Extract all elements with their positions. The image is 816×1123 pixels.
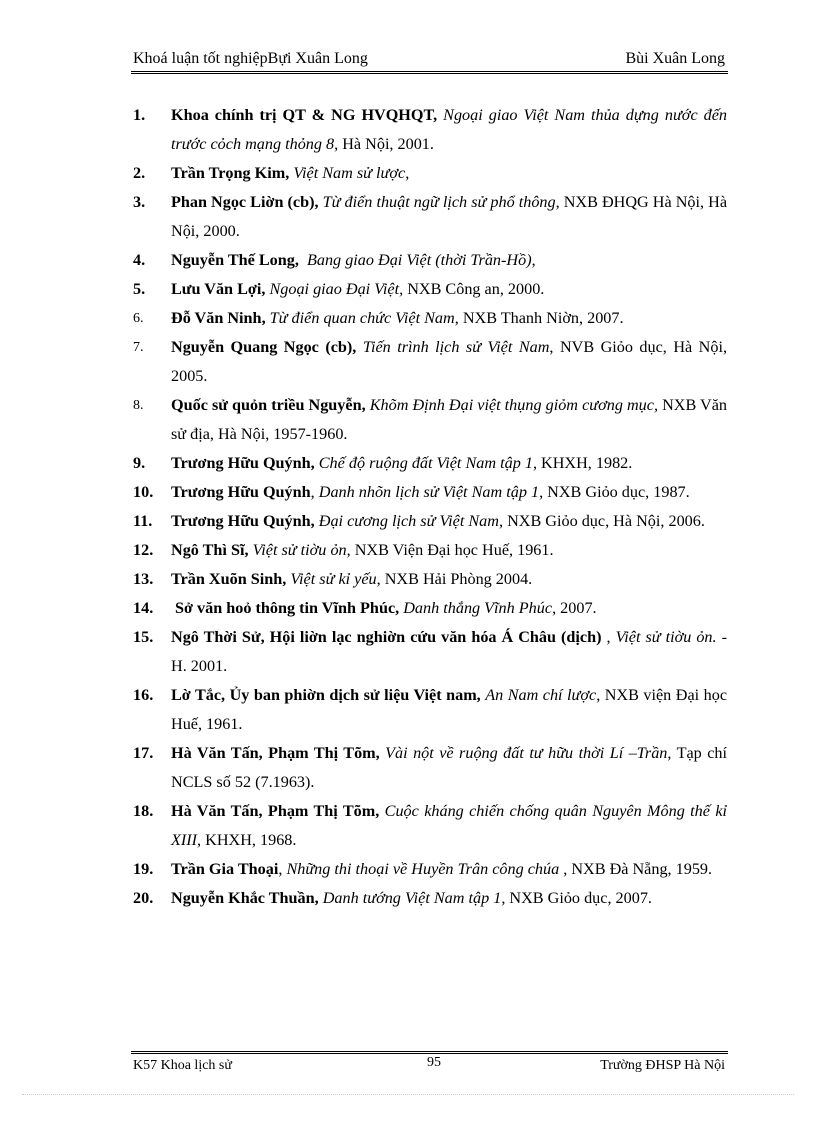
reference-details: NXB Công an, 2000. [403, 280, 545, 298]
reference-title: Việt sử tiờu ỏn [252, 541, 347, 559]
reference-item [131, 565, 727, 594]
reference-title: Bang giao Đại Việt (thời Trần-Hồ) [306, 251, 532, 269]
header-right-text: Bùi Xuân Long [625, 50, 725, 67]
reference-title: An Nam chí lược [485, 686, 597, 704]
reference-number: 5. [133, 280, 146, 298]
reference-number: 17. [133, 744, 154, 762]
reference-author: Đỗ Văn Ninh, [171, 309, 266, 327]
reference-details: NXB Giỏo dục, Hà Nội, 2006. [503, 512, 705, 530]
reference-title: Danh thắng Vĩnh Phúc [403, 599, 553, 617]
reference-title: Việt sử kỉ yếu [290, 570, 377, 588]
reference-author: Quốc sử quỏn triều Nguyễn, [171, 396, 366, 414]
reference-list [131, 101, 727, 913]
reference-details: , NXB Viện Đại học Huế, 1961. [346, 541, 554, 559]
reference-number: 16. [133, 686, 154, 704]
reference-title: Cuộc kháng chiến chống quân Nguyên Mông thế kỉ XIII, [171, 802, 728, 849]
reference-details: , KHXH, 1982. [532, 454, 633, 472]
footer-right-text: Trường ĐHSP Hà Nội [600, 1058, 725, 1073]
reference-title: Vài nột về ruộng đất tư hữu thời Lí –Trần [385, 744, 668, 762]
reference-item [131, 507, 727, 536]
reference-details: , NXB Giỏo dục, 2007. [501, 889, 652, 907]
reference-details: , NXB ĐHQG Hà Nội, Hà Nội, 2000. [171, 193, 728, 240]
footer-left-text: K57 Khoa lịch sử [133, 1058, 232, 1073]
reference-item [131, 739, 727, 797]
reference-number: 10. [133, 483, 154, 501]
reference-item [131, 159, 727, 188]
reference-details: , [531, 251, 536, 269]
reference-author: Trần Gia Thoại [171, 860, 279, 878]
reference-details: - H. 2001. [171, 628, 727, 675]
page-header [131, 50, 727, 72]
reference-number: 18. [133, 802, 154, 820]
reference-number: 19. [133, 860, 154, 878]
reference-author: Trương Hữu Quýnh, [171, 454, 315, 472]
reference-number: 20. [133, 889, 154, 907]
reference-title: Khõm Định Đại việt thụng giỏm cương mục, [369, 396, 658, 414]
reference-item [131, 304, 727, 333]
reference-title: Việt sử tiờu ỏn. [615, 628, 717, 646]
reference-number: 9. [133, 454, 146, 472]
reference-author: Ngô Thì Sĩ, [171, 541, 249, 559]
reference-author: Nguyễn Thế Long, [171, 251, 299, 269]
reference-title: Từ điển quan chức Việt Nam [269, 309, 455, 327]
reference-item [131, 536, 727, 565]
footer-rule [131, 1051, 728, 1054]
reference-author: Trần Xuõn Sinh, [171, 570, 287, 588]
reference-author: Trần Trọng Kim, [171, 164, 290, 182]
reference-title: Việt Nam sử lược [293, 164, 406, 182]
reference-number: 11. [133, 512, 153, 530]
reference-title: Những thi thoại về Huyền Trân công chúa [286, 860, 560, 878]
reference-number: 12. [133, 541, 154, 559]
reference-details: , NXB Hải Phòng 2004. [376, 570, 533, 588]
reference-author: Trương Hữu Quýnh [171, 483, 311, 501]
reference-details: , NXB viện Đại học Huế, 1961. [171, 686, 728, 733]
reference-details: , 2007. [552, 599, 597, 617]
reference-item [131, 101, 727, 159]
reference-author: Hà Văn Tấn, Phạm Thị Tõm, [171, 802, 380, 820]
reference-number: 15. [133, 628, 154, 646]
reference-author: Khoa chính trị QT & NG HVQHQT, [171, 106, 438, 124]
reference-author: Hà Văn Tấn, Phạm Thị Tõm, [171, 744, 380, 762]
reference-item [131, 884, 727, 913]
reference-number: 7. [133, 340, 144, 355]
reference-title: Ngoại giao Việt Nam thủa dựng nước đến trước cỏch mạng thỏng 8 [171, 106, 728, 153]
reference-item [131, 681, 727, 739]
reference-item [131, 275, 727, 304]
reference-title: Danh tướng Việt Nam tập 1 [322, 889, 502, 907]
reference-item [131, 797, 727, 855]
reference-author: Nguyễn Khắc Thuần, [171, 889, 319, 907]
reference-author: Phan Ngọc Liờn (cb), [171, 193, 319, 211]
reference-number: 14. [133, 599, 154, 617]
reference-item: 10. Trương Hữu Quýnh, Danh nhõn lịch sử Việt Nam tập 1, NXB Giỏo dục, 1987. [131, 478, 727, 507]
reference-details: NXB Văn sử địa, Hà Nội, 1957-1960. [171, 396, 727, 443]
reference-number: 8. [133, 398, 144, 413]
page-footer [131, 1055, 727, 1077]
page-number: 95 [427, 1055, 441, 1070]
reference-title: Chế độ ruộng đất Việt Nam tập 1 [318, 454, 533, 472]
reference-number: 6. [133, 311, 144, 326]
reference-item [131, 449, 727, 478]
reference-number: 2. [133, 164, 146, 182]
header-left-text: Khoá luận tốt nghiệpBựi Xuân Long [133, 50, 368, 67]
reference-title: Đại cương lịch sử Việt Nam, [318, 512, 504, 530]
reference-details: , Hà Nội, 2001. [334, 135, 434, 153]
reference-item [131, 246, 727, 275]
reference-item [131, 333, 727, 391]
reference-item: 15. Ngô Thời Sử, Hội liờn lạc nghiờn cứu văn hóa Á Châu (dịch) , Việt sử tiờu ỏn. - H. 2001. [131, 623, 727, 681]
reference-author: Sở văn hoỏ thông tin Vĩnh Phúc, [175, 599, 400, 617]
reference-item: 19. Trần Gia Thoại, Những thi thoại về Huyền Trân công chúa , NXB Đà Nẵng, 1959. [131, 855, 727, 884]
reference-item [131, 188, 727, 246]
reference-details: , [405, 164, 410, 182]
header-rule [131, 71, 728, 74]
reference-details: , NVB Giỏo dục, Hà Nội, 2005. [171, 338, 728, 385]
reference-title: Danh nhõn lịch sử Việt Nam tập 1 [318, 483, 540, 501]
reference-title: Ngoại giao Đại Việt, [269, 280, 404, 298]
reference-number: 1. [133, 106, 146, 124]
reference-number: 3. [133, 193, 146, 211]
reference-details: , NXB Giỏo dục, 1987. [539, 483, 690, 501]
reference-details: KHXH, 1968. [201, 831, 297, 849]
reference-author: Lưu Văn Lợi, [171, 280, 266, 298]
reference-author: Lờ Tắc, Ủy ban phiờn dịch sử liệu Việt nam, [171, 686, 481, 704]
reference-author: Nguyễn Quang Ngọc (cb), [171, 338, 357, 356]
page-bottom-dotted-line [22, 1094, 794, 1095]
reference-details: , NXB Đà Nẵng, 1959. [559, 860, 713, 878]
reference-details: , NXB Thanh Niờn, 2007. [454, 309, 624, 327]
reference-author: Ngô Thời Sử, Hội liờn lạc nghiờn cứu văn hóa Á Châu (dịch) [171, 628, 602, 646]
reference-author: Trương Hữu Quýnh, [171, 512, 315, 530]
reference-number: 13. [133, 570, 154, 588]
reference-title: Từ điển thuật ngữ lịch sử phổ thông [322, 193, 556, 211]
reference-item [131, 594, 727, 623]
reference-details: , Tạp chí NCLS số 52 (7.1963). [171, 744, 727, 791]
reference-number: 4. [133, 251, 146, 269]
reference-title: Tiến trình lịch sử Việt Nam [362, 338, 550, 356]
reference-item [131, 391, 727, 449]
